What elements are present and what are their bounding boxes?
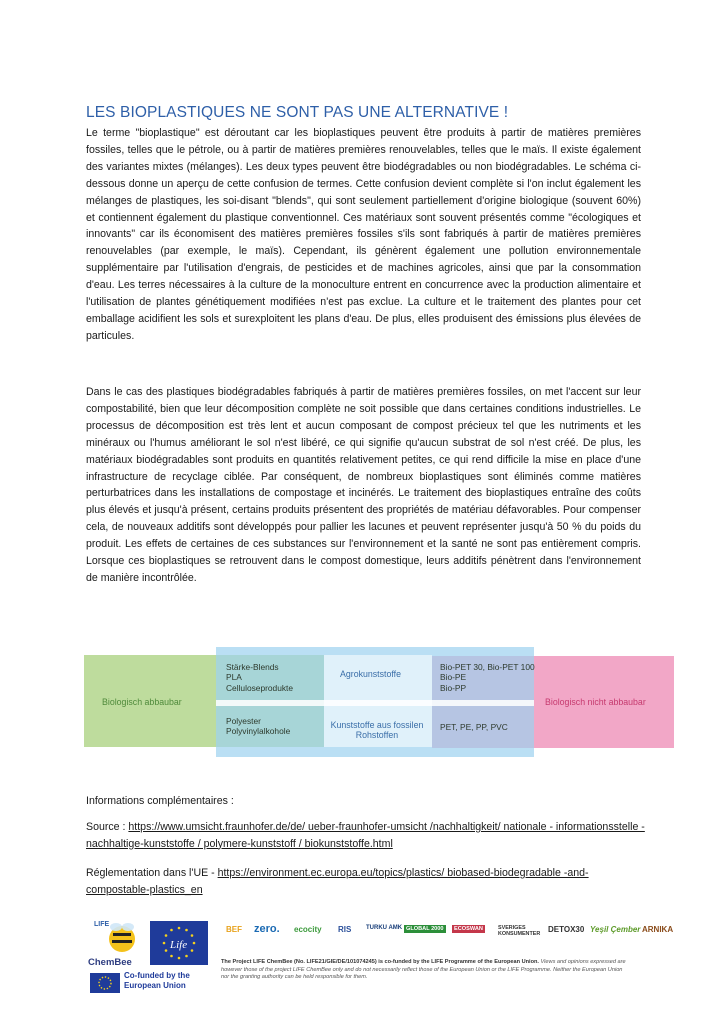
partner-logos xyxy=(226,921,686,953)
label-agro-plastics: Agrokunststoffe xyxy=(340,669,401,679)
regulation-label: Réglementation dans l'UE - xyxy=(86,867,218,879)
eu-stars-icon xyxy=(150,921,208,965)
eu-star xyxy=(170,955,173,958)
partner-logo: RIS xyxy=(338,925,352,934)
cofunded-label: Co-funded by the European Union xyxy=(124,971,190,990)
partner-logo: SVERIGES KONSUMENTER xyxy=(498,925,541,937)
label-starch-blends: Stärke-Blends PLA Celluloseprodukte xyxy=(226,662,294,693)
eu-star xyxy=(191,934,194,937)
partner-logo: DETOX30 xyxy=(548,925,585,934)
eu-star xyxy=(178,927,181,930)
label-polyester: Polyester Polyvinylalkohole xyxy=(226,716,291,737)
origin-divider xyxy=(216,700,534,706)
eu-star xyxy=(185,929,188,932)
regulation-line xyxy=(86,865,646,898)
label-non-biodegradable: Biologisch nicht abbaubar xyxy=(545,697,646,707)
eu-star xyxy=(165,934,168,937)
eu-flag-icon xyxy=(90,973,120,993)
partner-logo: zero. xyxy=(254,923,280,935)
funding-disclaimer xyxy=(221,959,631,982)
svg-text:Life: Life xyxy=(170,939,188,951)
page-title: LES BIOPLASTIQUES NE SONT PAS UNE ALTERNATIVE ! xyxy=(86,104,509,121)
eu-star xyxy=(178,957,181,960)
partner-logo: ARNIKA xyxy=(642,925,674,934)
footer xyxy=(86,915,686,995)
label-biodegradable: Biologisch abbaubar xyxy=(102,697,182,707)
eu-star xyxy=(163,942,166,945)
label-pet-pe-pp-pvc: PET, PE, PP, PVC xyxy=(440,722,508,732)
partner-logo: ECOSWAN xyxy=(454,926,483,932)
eu-star xyxy=(165,949,168,952)
regulation-link[interactable]: https://environment.ec.europa.eu/topics/plastics/ biobased-biodegradable -and-compostable-plastics_en xyxy=(86,867,589,896)
paragraph-1: Le terme "bioplastique" est déroutant car les bioplastiques peuvent être produits à partir de matières premières fossiles, telles que le pétrole, ou à partir de matières premières renouvelables, telles que le maïs. Il existe également des variantes mixtes (mélanges). Les deux types peuvent être biodégradables ou non biodégradables. Le schéma ci-dessous donne un aperçu de cette confusion de termes. Cette confusion devient complète si l'on inclut également les mélanges de plastiques, les soi-disant "blends", qui sont seulement partiellement d'origine biologique (souvent 60%) et contiennent également du plastique conventionnel. Ces matériaux sont souvent présentés comme "écologiques et innovants" car ils économisent des matières premières fossiles s'ils sont fabriqués à partir de matières premières renouvelables (par exemple, le maïs). Cependant, ils génèrent également une pollution environnementale supplémentaire par l'utilisation d'engrais, de pesticides et de machines agricoles, ainsi que par la consommation d'eau. Les terres nécessaires à la culture de la monoculture entrent en concurrence avec la production alimentaire et l'utilisation de plantes génétiquement modifiées n'est pas exclue. La culture et le traitement des plantes pour cet emballage acidifient les sols et surexploitent les plans d'eau. De plus, elles produisent des émissions plus élevées de particules. xyxy=(86,127,641,342)
partner-logo: BEF xyxy=(226,925,242,934)
info-heading: Informations complémentaires : xyxy=(86,795,234,807)
partner-logo: TURKU AMK xyxy=(366,925,403,931)
source-label: Source : xyxy=(86,821,129,833)
partner-logo: ecocity xyxy=(294,925,322,934)
partner-logo: Yeşil Çember xyxy=(590,925,641,934)
eu-star xyxy=(170,929,173,932)
life-eu-flag xyxy=(150,921,208,965)
eu-star xyxy=(185,955,188,958)
chembee-label: ChemBee xyxy=(88,957,132,968)
life-chembee-logo xyxy=(88,919,146,973)
label-fossil-plastics: Kunststoffe aus fossilen Rohstoffen xyxy=(330,720,424,741)
life-label: LIFE xyxy=(94,921,110,928)
label-bio-pet: Bio-PET 30, Bio-PET 100 Bio-PE Bio-PP xyxy=(440,662,535,693)
disclaimer-strong: The Project LIFE ChemBee (No. LIFE21/GIE/DE/101074245) is co-funded by the LIFE Programme of the European Union. xyxy=(221,959,539,965)
disclaimer-text: Views and opinions expressed are however those of the project LIFE ChemBee only and do not necessarily reflect those of the European Union or the LIFE Programme. Neither the European Union nor the granting authority can be held responsible for them. xyxy=(221,959,626,981)
partner-logo: GLOBAL 2000 xyxy=(406,926,444,932)
eu-star xyxy=(191,949,194,952)
source-line xyxy=(86,819,646,852)
source-link[interactable]: https://www.umsicht.fraunhofer.de/de/ ueber-fraunhofer-umsicht /nachhaltigkeit/ nationale - informationsstelle - nachhaltige-kunststoffe / polymere-kunststoff / biokunststoffe.html xyxy=(86,821,645,850)
eu-star xyxy=(193,942,196,945)
paragraph-2: Dans le cas des plastiques biodégradables fabriqués à partir de matières premières fossiles, on met l'accent sur leur compostabilité, bien que leur décomposition complète ne soit possible que dans certaines conditions industrielles. Le processus de décomposition est très lent et aucun composant de compost précieux tel que les nutriments et les minéraux ou l'humus améliorant le sol n'est libéré, ce qui signifie qu'aucun substrat de sol n'est créé. De plus, les matériaux biodégradables sont produits en quantités relativement petites, ce qui rend difficile la mise en place d'une infrastructure de recyclage ciblée. Par conséquent, de nombreux bioplastiques sont éliminés comme matières perturbatrices dans les installations de compostage et incinérés. Le traitement des bioplastiques entraîne des coûts plus élevés et jusqu'à présent, certains produits présentent des propriétés de matériau défavorables. Pour compenser cela, de nouveaux additifs sont développés pour pallier les lacunes et peuvent représenter jusqu'à 50 % du poids du produit. Les effets de certaines de ces substances sur l'environnement et la santé ne sont pas entièrement compris. Lorsque ces bioplastiques se retrouvent dans le compost domestique, leurs additifs pénètrent dans l'environnement de manière incontrôlée. xyxy=(86,386,641,584)
